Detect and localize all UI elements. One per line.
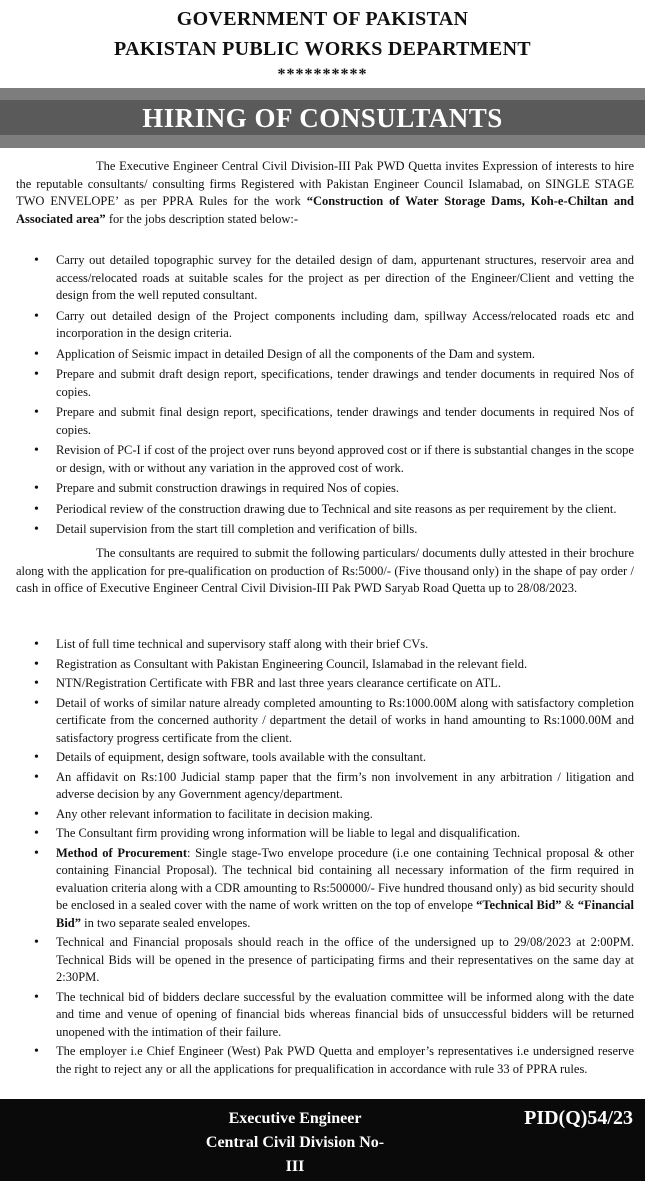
closing-text: The technical bid of bidders declare successful by the evaluation committee will be informed along with the date and time and venue of opening of financial bids whereas financial bids of unsuccessful bidders will be returned unopened with the intimation of their failure. bbox=[56, 989, 634, 1039]
list-item bbox=[34, 989, 634, 1042]
bullet-icon: • bbox=[34, 367, 39, 382]
list-item bbox=[34, 521, 634, 539]
requirement-text: An affidavit on Rs:100 Judicial stamp paper that the firm’s non involvement in any arbitration / litigation and adverse decision by any Government agency/department. bbox=[56, 769, 634, 801]
requirement-text: Detail of works of similar nature already completed amounting to Rs:1000.00M along with satisfactory completion certificate from the concerned authority / department the detail of works in hand amounting to Rs:1000.00M and satisfactory progress certificate from the client. bbox=[56, 695, 634, 745]
bullet-icon: • bbox=[34, 935, 39, 950]
closing-text: The employer i.e Chief Engineer (West) Pak PWD Quetta and employer’s representatives i.e undersigned reserve the right to reject any or all the applications for prequalification in accordance with rule 33 of PPRA rules. bbox=[56, 1044, 634, 1076]
list-item bbox=[34, 308, 634, 343]
job-text: Revision of PC-I if cost of the project over runs beyond approved cost or if there is substantial changes in the scope or design, with or without any variation in the approved cost of work. bbox=[56, 443, 634, 475]
signatory-title: Executive Engineer bbox=[228, 1110, 362, 1127]
bullet-icon: • bbox=[34, 656, 39, 672]
bullet-icon: • bbox=[34, 481, 39, 496]
requirement-text: NTN/Registration Certificate with FBR and last three years clearance certificate on ATL. bbox=[56, 676, 501, 690]
intro-text-a: The Executive Engineer Central Civil Division-III Pak PWD Quetta invites Expression of interests to hire the reputable consultants/ consulting firms Registered with Pakistan Engineer Council Islamabad, on SINGLE STAGE TWO ENVELOPE’ as per PPRA Rules for the work bbox=[16, 159, 634, 208]
bullet-icon: • bbox=[34, 308, 39, 324]
list-item bbox=[34, 656, 634, 674]
pid-number: PID(Q)54/23 bbox=[524, 1107, 633, 1129]
bullet-icon: • bbox=[34, 750, 39, 765]
requirement-text: Any other relevant information to facilitate in decision making. bbox=[56, 806, 373, 821]
signature-block bbox=[205, 1107, 385, 1203]
list-item bbox=[34, 749, 634, 767]
bullet-icon: • bbox=[34, 806, 39, 822]
bullet-icon: • bbox=[34, 522, 39, 537]
list-item bbox=[34, 480, 634, 498]
list-item bbox=[34, 501, 634, 519]
bullet-icon: • bbox=[34, 501, 39, 517]
job-text: Prepare and submit draft design report, specifications, tender drawings and tender documents in required Nos of copies. bbox=[56, 367, 634, 399]
department-heading: PAKISTAN PUBLIC WORKS DEPARTMENT bbox=[114, 38, 531, 60]
signatory-office: PAK PWD, Quetta bbox=[230, 1182, 360, 1199]
ampersand: & bbox=[561, 898, 578, 912]
bullet-icon: • bbox=[34, 405, 39, 420]
list-item bbox=[34, 636, 634, 654]
list-item bbox=[34, 252, 634, 305]
work-title: “Construction of Water Storage Dams, Koh-e-Chiltan and Associated area” bbox=[16, 194, 634, 226]
procurement-text-b: in two separate sealed envelopes. bbox=[81, 915, 251, 930]
list-item bbox=[34, 695, 634, 748]
list-item bbox=[34, 1043, 634, 1078]
requirement-text: Registration as Consultant with Pakistan Engineering Council, Islamabad in the relevant field. bbox=[56, 656, 528, 671]
bullet-icon: • bbox=[34, 826, 39, 841]
requirement-text: Details of equipment, design software, tools available with the consultant. bbox=[56, 750, 427, 764]
procurement-label: Method of Procurement bbox=[56, 845, 187, 860]
closing-text: Technical and Financial proposals should reach in the office of the undersigned up to 29/08/2023 at 2:00PM. Technical Bids will be opened in the presence of participating firms and their representatives on the same day at 2:30PM. bbox=[56, 935, 634, 984]
title-banner bbox=[0, 88, 645, 148]
bullet-icon: • bbox=[34, 346, 39, 362]
job-text: Carry out detailed topographic survey for the detailed design of dam, appurtenant structures, reservoir area and access/relocated roads at suitable scales for the project as per direction of the Engineer/Client and vetting the design from the well reputed consultant. bbox=[56, 253, 634, 302]
bullet-icon: • bbox=[34, 1044, 39, 1059]
intro-text-b: for the jobs description stated below:- bbox=[105, 211, 299, 226]
list-item bbox=[34, 934, 634, 987]
job-text: Prepare and submit final design report, specifications, tender drawings and tender documents in required Nos of copies. bbox=[56, 405, 634, 437]
bullet-icon: • bbox=[34, 695, 39, 711]
list-item bbox=[34, 346, 634, 364]
list-item bbox=[34, 675, 634, 693]
list-item bbox=[34, 845, 634, 933]
job-text: Application of Seismic impact in detailed Design of all the components of the Dam and system. bbox=[56, 346, 536, 361]
bullet-icon: • bbox=[34, 845, 39, 861]
signatory-division: Central Civil Division No-III bbox=[205, 1134, 385, 1175]
job-description-list bbox=[34, 252, 634, 542]
list-item bbox=[34, 769, 634, 804]
footer-bar bbox=[0, 1099, 645, 1199]
list-item bbox=[34, 806, 634, 824]
submission-text: The consultants are required to submit the following particulars/ documents dully attested in their brochure along with the application for pre-qualification on production of Rs:5000/- (Five thousand only) in the shape of pay order / cash in office of Executive Engineer Central Civil Division-III Pak PWD Saryab Road Quetta up to 28/08/2023. bbox=[16, 546, 634, 595]
government-heading: GOVERNMENT OF PAKISTAN bbox=[176, 8, 469, 30]
job-text: Detail supervision from the start till completion and verification of bills. bbox=[56, 522, 418, 536]
financial-bid-label: “Financial Bid” bbox=[56, 898, 635, 930]
bullet-icon: • bbox=[34, 443, 39, 458]
job-text: Carry out detailed design of the Project components including dam, spillway Access/relocated roads etc and incorporation in the design criteria. bbox=[56, 308, 634, 340]
intro-paragraph bbox=[16, 158, 634, 228]
procurement-text-a: : Single stage-Two envelope procedure (i.e one containing Technical proposal & other containing Financial Proposal). The technical bid containing all necessary information of the firm required in evaluation criteria along with a CDR amounting to Rs:500000/- Five hundred thousand only) as bid security should be enclosed in a sealed cover with the name of work written on the top of envelope bbox=[56, 845, 634, 912]
bullet-icon: • bbox=[34, 637, 39, 652]
list-item bbox=[34, 366, 634, 401]
requirement-text: The Consultant firm providing wrong information will be liable to legal and disqualification. bbox=[56, 826, 521, 840]
list-item bbox=[34, 442, 634, 477]
technical-bid-label: “Technical Bid” bbox=[476, 898, 562, 912]
list-item bbox=[34, 404, 634, 439]
bullet-icon: • bbox=[34, 253, 39, 268]
bullet-icon: • bbox=[34, 769, 39, 785]
submission-paragraph bbox=[16, 545, 634, 598]
list-item bbox=[34, 825, 634, 843]
job-text: Prepare and submit construction drawings in required Nos of copies. bbox=[56, 481, 399, 495]
job-text: Periodical review of the construction drawing due to Technical and site reasons as per requirement by the client. bbox=[56, 501, 617, 516]
bullet-icon: • bbox=[34, 989, 39, 1005]
stars-divider: ********** bbox=[277, 66, 368, 83]
requirements-list bbox=[34, 636, 634, 1080]
page-title: HIRING OF CONSULTANTS bbox=[142, 103, 503, 133]
bullet-icon: • bbox=[34, 676, 39, 691]
requirement-text: List of full time technical and supervisory staff along with their brief CVs. bbox=[56, 637, 429, 651]
